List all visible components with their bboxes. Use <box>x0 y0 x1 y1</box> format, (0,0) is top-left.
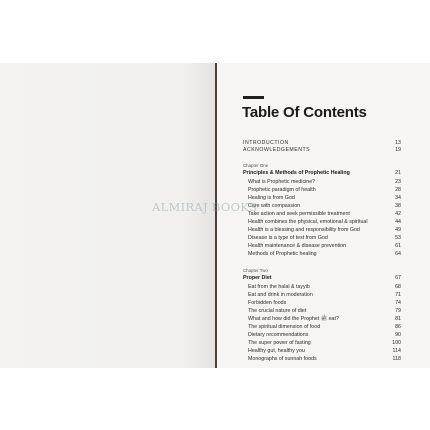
toc-entry-page: 74 <box>395 300 401 306</box>
toc-entry-page: 114 <box>392 348 401 354</box>
toc-entry-label: The super power of fasting <box>248 340 311 346</box>
page-title: Table Of Contents <box>242 104 367 121</box>
toc-entry <box>243 218 401 226</box>
toc-entry <box>243 250 401 258</box>
toc-entry <box>243 186 401 194</box>
toc-entry-label: Take action and seek permissible treatment <box>248 211 350 217</box>
toc-entry-label: Health combines the physical, emotional & spiritual <box>248 219 368 225</box>
chapter-page: 21 <box>395 170 401 176</box>
toc-entry-page: 23 <box>395 179 401 185</box>
toc-entry-page: 44 <box>395 219 401 225</box>
toc-entry-label: What and how did the Prophet ﷺ eat? <box>248 316 339 322</box>
toc-row-page: 13 <box>395 140 401 146</box>
toc-row-label: INTRODUCTION <box>243 140 289 146</box>
toc-entry-label: Prophetic paradigm of health <box>248 187 316 193</box>
toc-entry-label: Care with compassion <box>248 203 301 209</box>
toc-row-label: ACKNOWLEDGEMENTS <box>243 147 311 153</box>
toc-entry <box>243 347 401 355</box>
toc-entry-label: What is Prophetic medicine? <box>248 179 316 185</box>
toc-entry <box>243 307 401 315</box>
toc-entry-label: Monographs of sunnah foods <box>248 356 317 362</box>
toc-entry-page: 100 <box>392 340 401 346</box>
chapter-title: Principles & Methods of Prophetic Healing <box>243 170 350 176</box>
toc-entry-page: 64 <box>395 251 401 257</box>
toc-entry-label: Methods of Prophetic healing <box>248 251 317 257</box>
toc-entry <box>243 355 401 363</box>
toc-entry-label: Health maintenance & disease prevention <box>248 243 347 249</box>
toc-entry-page: 90 <box>395 332 401 338</box>
toc-entry-page: 49 <box>395 227 401 233</box>
toc-entry-page: 68 <box>395 284 401 290</box>
toc-entry-page: 61 <box>395 243 401 249</box>
chapter-title: Proper Diet <box>243 275 272 281</box>
toc-entry-page: 71 <box>395 292 401 298</box>
toc-entry <box>243 323 401 331</box>
toc-entry-label: Forbidden foods <box>248 300 287 306</box>
toc-entry-page: 81 <box>395 316 401 322</box>
toc-entry-page: 38 <box>395 203 401 209</box>
toc-entry-label: Healing is from God <box>248 195 295 201</box>
toc-row-page: 19 <box>395 147 401 153</box>
chapter-page: 67 <box>395 275 401 281</box>
toc-entry <box>243 339 401 347</box>
toc-entry-page: 34 <box>395 195 401 201</box>
toc-entry-label: Eat and drink in moderation <box>248 292 313 298</box>
toc-entry-label: Healthy gut, healthy you <box>248 348 305 354</box>
toc-entry-page: 79 <box>395 308 401 314</box>
title-rule <box>243 96 264 99</box>
toc-entry-label: Disease is a type of test from God <box>248 235 328 241</box>
toc-entry <box>243 234 401 242</box>
chapter-number: Chapter Two <box>243 268 268 273</box>
chapter-title-row <box>243 274 401 282</box>
toc-entry-label: Eat from the halal & tayyib <box>248 284 310 290</box>
toc-entry-label: Health is a blessing and responsibility from God <box>248 227 360 233</box>
toc-entry <box>243 178 401 186</box>
toc-entry-page: 28 <box>395 187 401 193</box>
toc-entry <box>243 331 401 339</box>
left-page <box>0 63 217 368</box>
toc-row-acknowledgements <box>243 146 401 154</box>
toc-entry-page: 42 <box>395 211 401 217</box>
toc-entry <box>243 291 401 299</box>
watermark: ALMIRAJ BOOKS <box>152 200 258 214</box>
chapter-number: Chapter One <box>243 163 269 168</box>
toc-entry-page: 53 <box>395 235 401 241</box>
toc-entry-page: 118 <box>392 356 401 362</box>
chapter-title-row <box>243 169 401 177</box>
toc-entry <box>243 315 401 323</box>
toc-entry <box>243 299 401 307</box>
toc-entry-label: The crucial nature of diet <box>248 308 307 314</box>
toc-entry-label: The spiritual dimension of food <box>248 324 321 330</box>
toc-entry <box>243 226 401 234</box>
toc-entry <box>243 242 401 250</box>
toc-entry-page: 86 <box>395 324 401 330</box>
toc-entry <box>243 283 401 291</box>
toc-entry-label: Dietary recommendations <box>248 332 309 338</box>
